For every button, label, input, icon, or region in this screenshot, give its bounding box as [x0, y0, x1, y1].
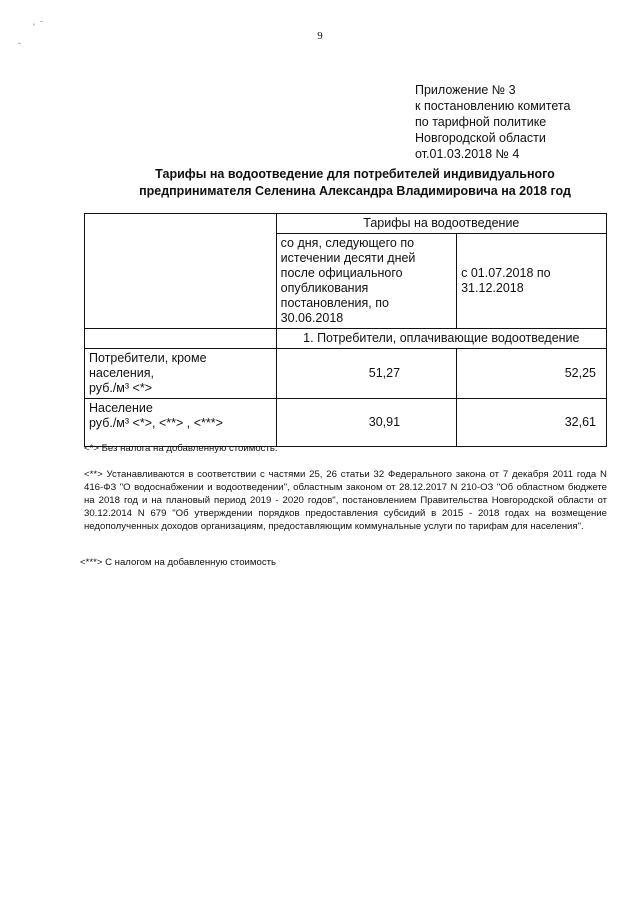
- document-title: [100, 166, 610, 200]
- row-value-period1: 30,91: [276, 399, 456, 447]
- row-value-period2: 32,61: [457, 399, 607, 447]
- page-number: 9: [317, 30, 323, 42]
- scan-mark: -: [40, 16, 43, 26]
- scan-mark: ': [33, 22, 35, 32]
- title-line: предпринимателя Селенина Александра Владимировича на 2018 год: [139, 184, 571, 198]
- row-value-period1: 51,27: [276, 349, 456, 399]
- row-label: Потребители, кроме населения,: [89, 351, 207, 380]
- appendix-line: Приложение № 3: [415, 83, 516, 97]
- footnote-2: <**> Устанавливаются в соответствии с частями 25, 26 статьи 32 Федерального закона от 7 декабря 2011 года N 416-ФЗ "О водоснабжении и водоотведении", областным законом от 28.12.2017 N 210-ОЗ "Об областном бюджете на 2018 год и на плановый период 2019 - 2020 годов", постановлением Правительства Новгородской области от 30.12.2014 N 679 "Об утверждении порядков предоставления субсидий в 2015 - 2018 годах на возмещение недополученных доходов организациям, предоставляющим коммунальные услуги по тарифам для населения".: [84, 469, 607, 532]
- table-row: [85, 399, 607, 447]
- table-section-row: [85, 329, 607, 349]
- empty-section-cell: [85, 329, 277, 349]
- row-unit: руб./м³ <*>, <**> , <***>: [89, 416, 223, 430]
- header-group-cell: Тарифы на водоотведение: [276, 214, 606, 234]
- footnote-3: <***> С налогом на добавленную стоимость: [80, 557, 277, 568]
- period2-cell: с 01.07.2018 по 31.12.2018: [457, 234, 607, 329]
- row-value-period2: 52,25: [457, 349, 607, 399]
- row-label-cell: [85, 349, 277, 399]
- row-label-cell: [85, 399, 277, 447]
- appendix-line: по тарифной политике: [415, 115, 547, 129]
- row-label: Население: [89, 401, 153, 415]
- appendix-line: Новгородской области: [415, 131, 546, 145]
- table-header-row: [85, 214, 607, 234]
- tariff-table: [84, 213, 607, 447]
- title-line: Тарифы на водоотведение для потребителей индивидуального: [155, 167, 555, 181]
- row-unit: руб./м³ <*>: [89, 381, 153, 395]
- period1-cell: со дня, следующего по истечении десяти дней после официального опубликования постановления, по 30.06.2018: [276, 234, 456, 329]
- scan-mark: -: [18, 38, 21, 48]
- empty-header-cell: [85, 214, 277, 329]
- appendix-block: [415, 82, 570, 162]
- appendix-line: к постановлению комитета: [415, 99, 571, 113]
- footnote-1: <*> Без налога на добавленную стоимость.: [84, 443, 278, 454]
- appendix-line: от.01.03.2018 № 4: [415, 147, 520, 161]
- section-cell: 1. Потребители, оплачивающие водоотведение: [276, 329, 606, 349]
- table-row: [85, 349, 607, 399]
